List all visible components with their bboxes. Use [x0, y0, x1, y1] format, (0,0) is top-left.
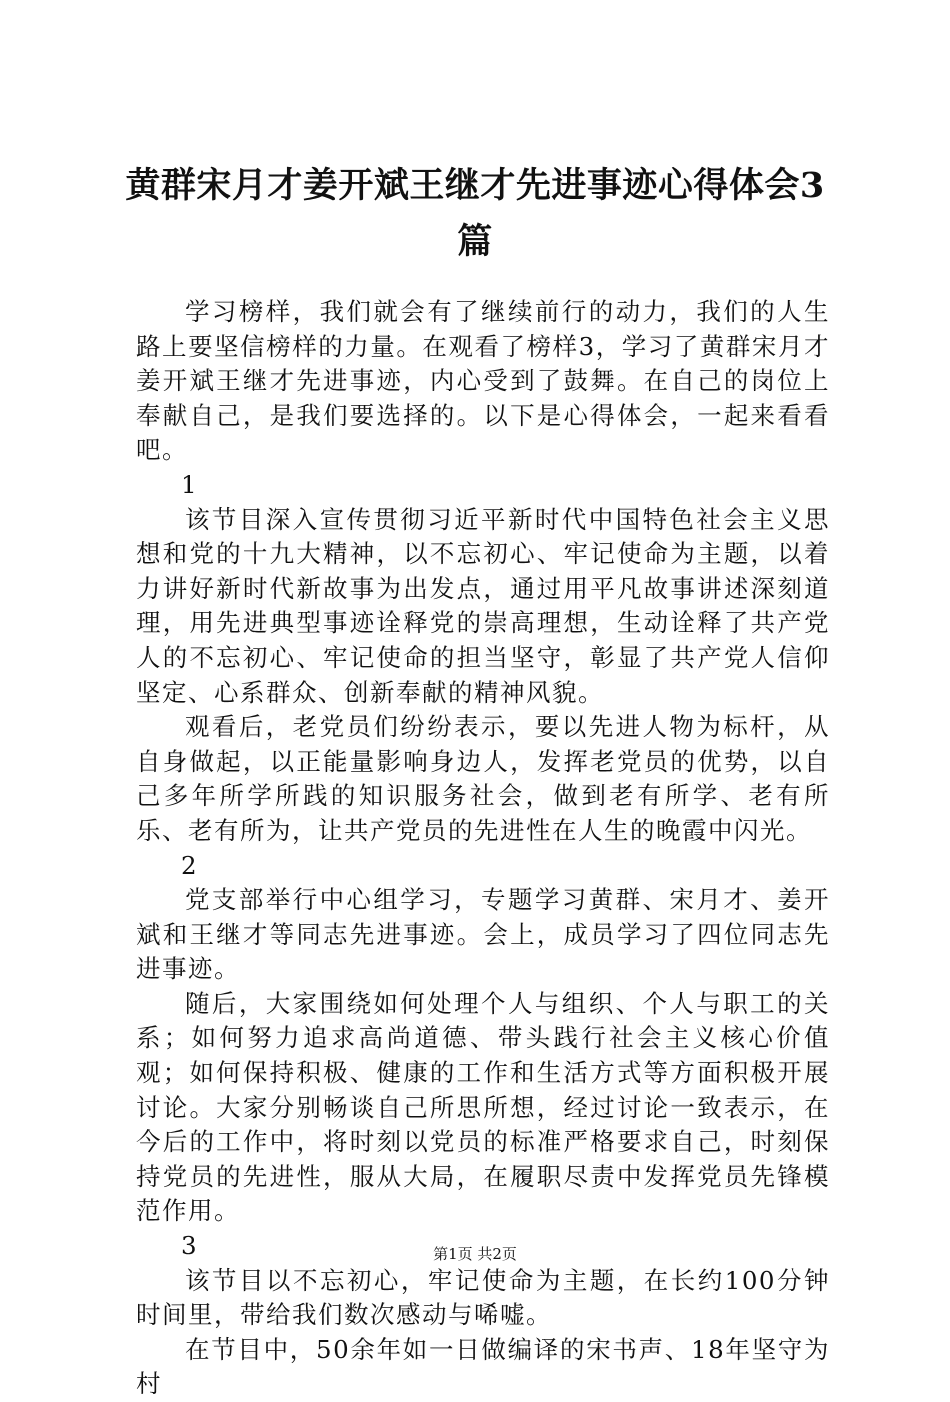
document-title: 黄群宋月才姜开斌王继才先进事迹心得体会3篇 [125, 165, 825, 262]
body-paragraph: 党支部举行中心组学习，专题学习黄群、宋月才、姜开斌和王继才等同志先进事迹。会上，成员学习了四位同志先进事迹。 [136, 885, 830, 984]
body-paragraph: 在节目中，50余年如一日做编译的宋书声、18年坚守为村 [136, 1334, 830, 1399]
section-number: 3 [181, 1231, 199, 1261]
section-number: 1 [181, 469, 199, 499]
body-paragraph: 该节目深入宣传贯彻习近平新时代中国特色社会主义思想和党的十九大精神，以不忘初心、牢记使命为主题，以着力讲好新时代新故事为出发点，通过用平凡故事讲述深刻道理，用先进典型事迹诠释党的崇高理想，生动诠释了共产党人的不忘初心、牢记使命的担当坚守，彰显了共产党人信仰坚定、心系群众、创新奉献的精神风貌。 [136, 504, 830, 707]
body-paragraph: 观看后，老党员们纷纷表示，要以先进人物为标杆，从自身做起，以正能量影响身边人，发挥老党员的优势，以自己多年所学所践的知识服务社会，做到老有所学、老有所乐、老有所为，让共产党员的先进性在人生的晚霞中闪光。 [136, 712, 830, 845]
page-footer: 第1页 共2页 [433, 1245, 517, 1263]
intro-paragraph: 学习榜样，我们就会有了继续前行的动力，我们的人生路上要坚信榜样的力量。在观看了榜样3，学习了黄群宋月才姜开斌王继才先进事迹，内心受到了鼓舞。在自己的岗位上奉献自己，是我们要选择的。以下是心得体会，一起来看看吧。 [136, 297, 830, 465]
body-paragraph: 随后，大家围绕如何处理个人与组织、个人与职工的关系；如何努力追求高尚道德、带头践行社会主义核心价值观；如何保持积极、健康的工作和生活方式等方面积极开展讨论。大家分别畅谈自己所思所想，经过讨论一致表示，在今后的工作中，将时刻以党员的标准严格要求自己，时刻保持党员的先进性，服从大局，在履职尽责中发挥党员先锋模范作用。 [136, 988, 830, 1226]
body-paragraph: 该节目以不忘初心，牢记使命为主题，在长约100分钟时间里，带给我们数次感动与唏嘘。 [136, 1265, 830, 1330]
document-body [136, 295, 830, 1402]
section-number: 2 [181, 850, 199, 880]
